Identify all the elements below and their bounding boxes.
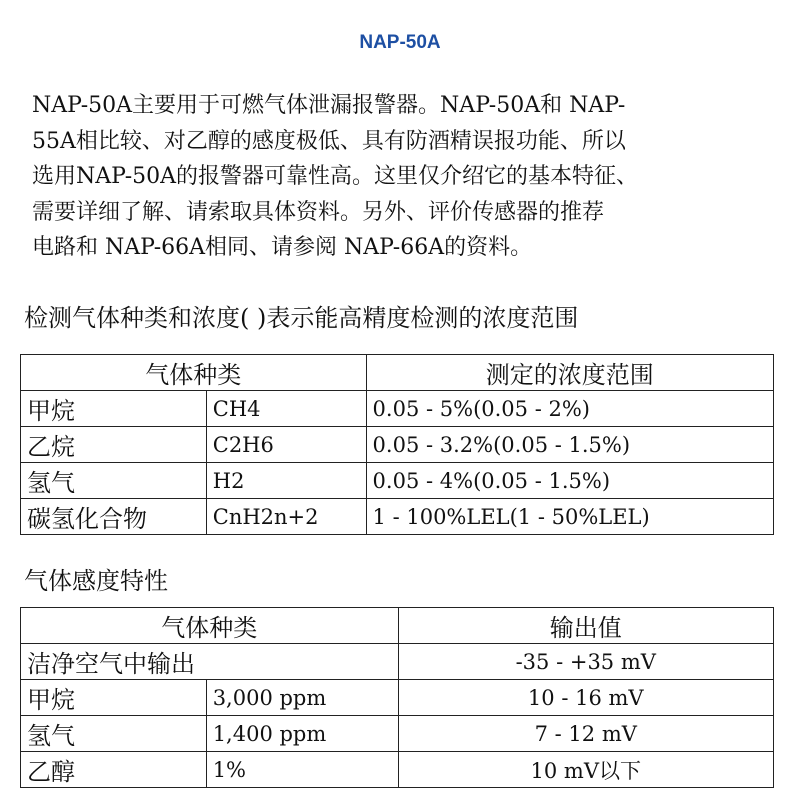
page-title: NAP-50A [359,32,441,53]
gas-concentration: 3,000 ppm [206,680,398,716]
table-row [21,716,774,752]
gas-name: 乙醇 [21,752,207,788]
table-header-row [21,608,774,644]
gas-name: 氢气 [21,463,207,499]
gas-formula: H2 [206,463,366,499]
intro-line: NAP-50A主要用于可燃气体泄漏报警器。NAP-50A和 NAP- [32,93,626,118]
table-row [21,680,774,716]
gas-name: 乙烷 [21,427,207,463]
intro-line: 选用NAP-50A的报警器可靠性高。这里仅介绍它的基本特征、 [32,164,639,189]
intro-line: 电路和 NAP-66A相同、请参阅 NAP-66A的资料。 [32,235,533,260]
table-row [21,463,774,499]
gas-range: 0.05 - 4%(0.05 - 1.5%) [366,463,773,499]
gas-name: 碳氢化合物 [21,499,207,535]
section2-title: 气体感度特性 [24,567,168,595]
gas-concentration: 1% [206,752,398,788]
header-gas-type: 气体种类 [21,355,367,391]
section1-title: 检测气体种类和浓度( )表示能高精度检测的浓度范围 [24,304,579,332]
gas-formula: CH4 [206,391,366,427]
header-gas-type: 气体种类 [21,608,399,644]
output-value: 10 mV以下 [398,752,773,788]
gas-sensitivity-table [20,607,774,788]
intro-paragraph [32,88,780,266]
table-row [21,499,774,535]
output-value: 7 - 12 mV [398,716,773,752]
gas-formula: C2H6 [206,427,366,463]
detection-gas-table [20,354,774,535]
table-row [21,427,774,463]
header-output-value: 输出值 [398,608,773,644]
intro-line: 55A相比较、对乙醇的感度极低、具有防酒精误报功能、所以 [32,128,626,154]
table-header-row [21,355,774,391]
gas-formula: CnH2n+2 [206,499,366,535]
clean-air-value: -35 - +35 mV [398,644,773,680]
table-row [21,391,774,427]
gas-concentration: 1,400 ppm [206,716,398,752]
gas-name: 氢气 [21,716,207,752]
gas-range: 0.05 - 5%(0.05 - 2%) [366,391,773,427]
gas-name: 甲烷 [21,391,207,427]
gas-name: 甲烷 [21,680,207,716]
intro-line: 需要详细了解、请索取具体资料。另外、评价传感器的推荐 [32,199,605,225]
gas-range: 1 - 100%LEL(1 - 50%LEL) [366,499,773,535]
table-row [21,644,774,680]
output-value: 10 - 16 mV [398,680,773,716]
gas-range: 0.05 - 3.2%(0.05 - 1.5%) [366,427,773,463]
clean-air-label: 洁净空气中输出 [21,644,399,680]
header-concentration-range: 测定的浓度范围 [366,355,773,391]
table-row [21,752,774,788]
